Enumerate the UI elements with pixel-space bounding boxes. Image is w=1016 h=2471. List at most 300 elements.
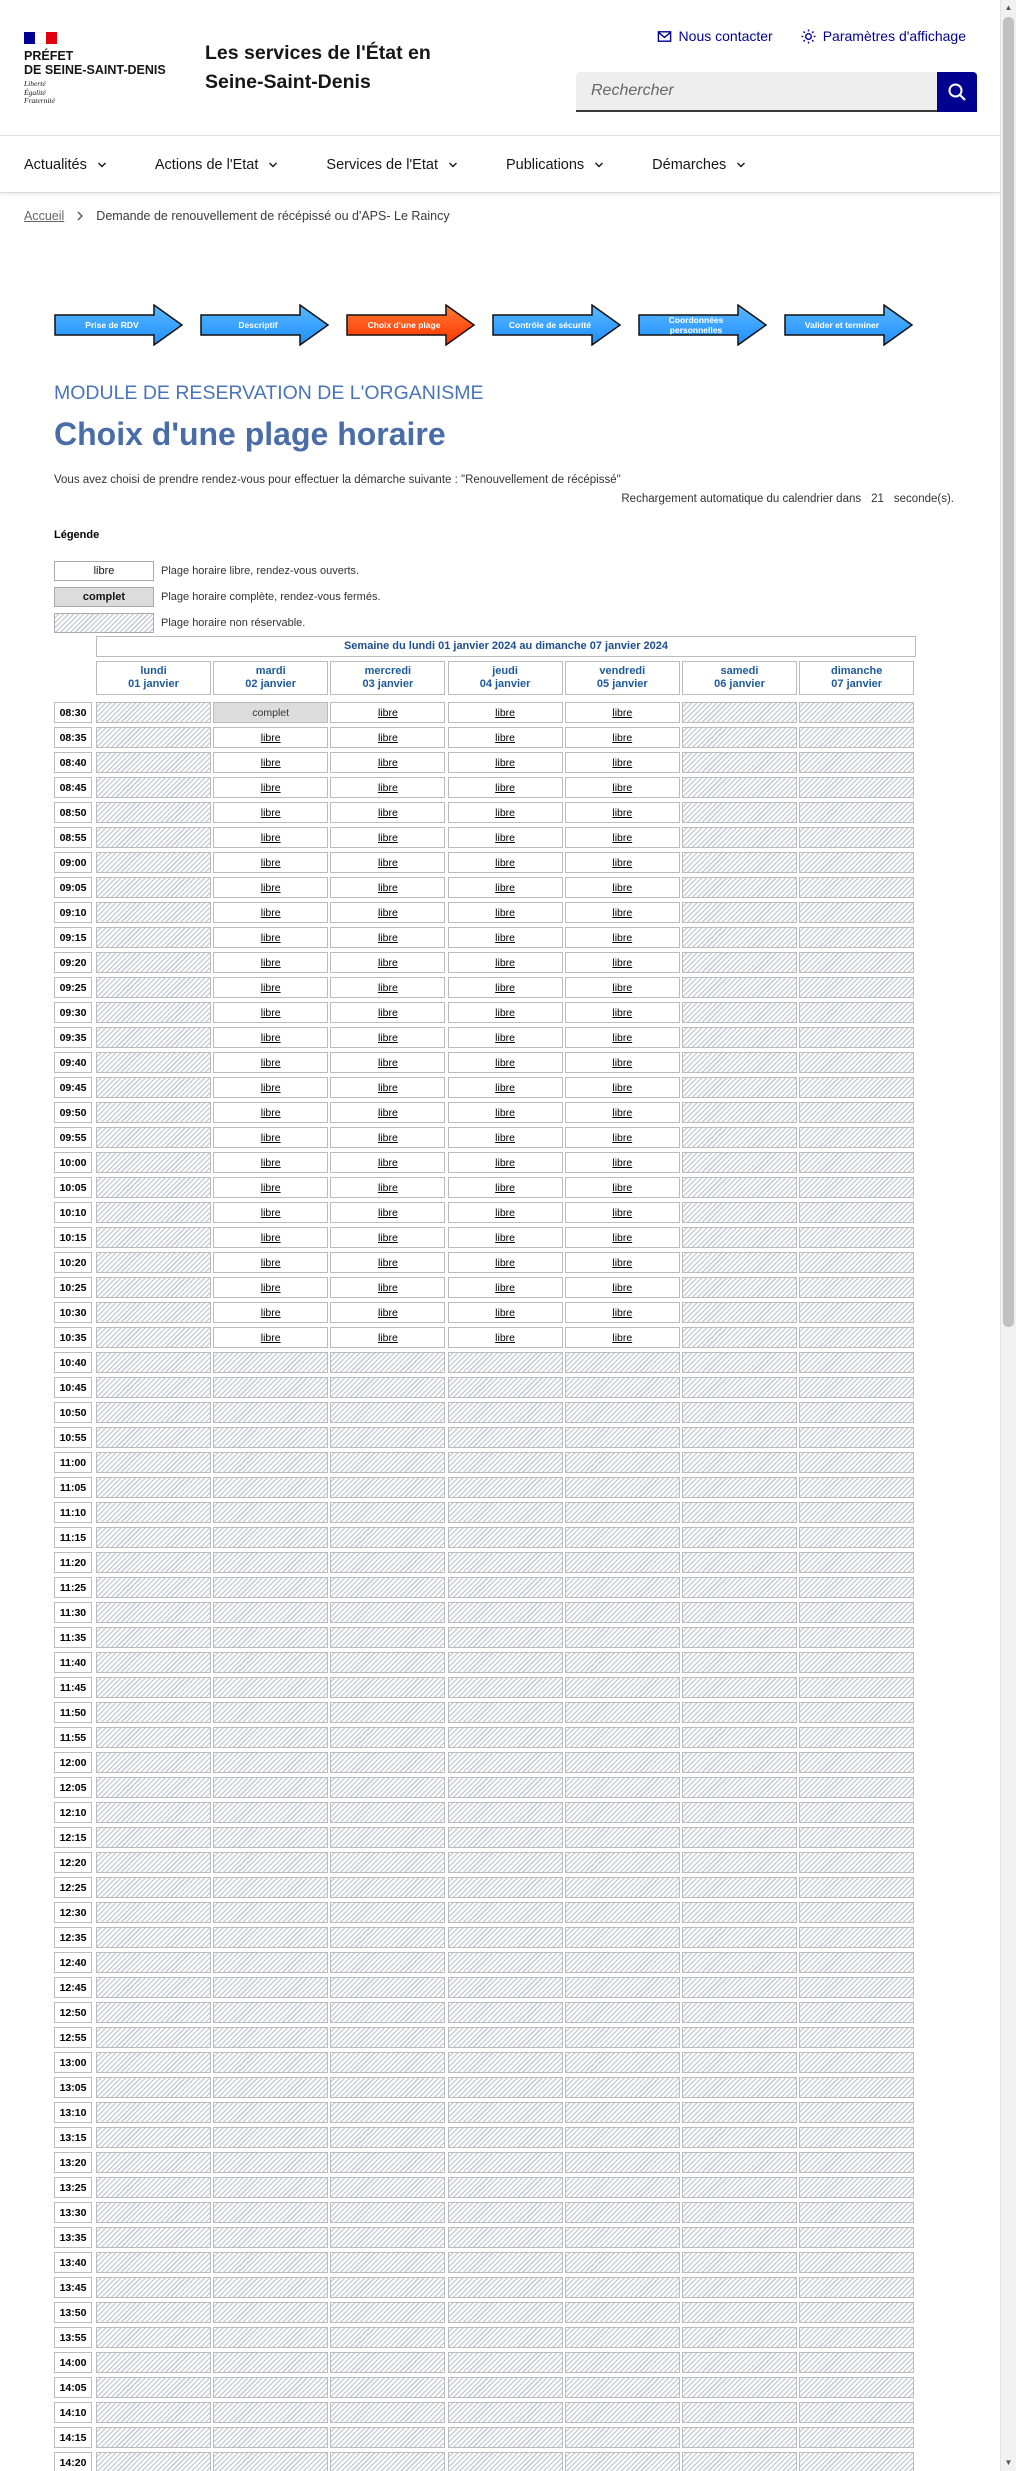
time-slot-na <box>96 2102 211 2123</box>
time-slot-na <box>96 2002 211 2023</box>
time-slot-libre[interactable]: libre <box>213 1002 328 1023</box>
time-slot-libre[interactable]: libre <box>330 752 445 773</box>
time-slot-na <box>565 1802 680 1823</box>
time-slot-na <box>799 1327 914 1348</box>
time-slot-na <box>96 1052 211 1073</box>
time-slot-libre[interactable]: libre <box>448 1077 563 1098</box>
time-slot-na <box>330 2152 445 2173</box>
time-slot-libre[interactable]: libre <box>213 1227 328 1248</box>
time-slot-na <box>682 1502 797 1523</box>
time-slot-na <box>448 1652 563 1673</box>
time-slot-na <box>565 1502 680 1523</box>
time-slot-na <box>682 2327 797 2348</box>
time-slot-libre[interactable]: libre <box>565 852 680 873</box>
time-slot-na <box>96 1652 211 1673</box>
contact-link[interactable] <box>657 28 773 44</box>
time-slot-libre[interactable]: libre <box>448 777 563 798</box>
time-slot-libre[interactable]: libre <box>448 1252 563 1273</box>
time-slot-na <box>213 1627 328 1648</box>
time-slot-libre[interactable]: libre <box>565 952 680 973</box>
time-slot-na <box>682 1802 797 1823</box>
time-label: 14:00 <box>54 2352 92 2373</box>
time-slot-libre[interactable]: libre <box>213 1102 328 1123</box>
prefet-logo[interactable] <box>24 32 166 106</box>
time-slot-na <box>213 1552 328 1573</box>
time-slot-na <box>799 1227 914 1248</box>
time-slot-libre[interactable]: libre <box>330 777 445 798</box>
time-label: 09:50 <box>54 1102 92 1123</box>
time-slot-libre[interactable]: libre <box>330 952 445 973</box>
search-button[interactable] <box>937 72 977 112</box>
time-slot-libre[interactable]: libre <box>330 852 445 873</box>
time-label: 13:15 <box>54 2127 92 2148</box>
time-slot-libre[interactable]: libre <box>448 1302 563 1323</box>
time-slot-libre[interactable]: libre <box>213 1252 328 1273</box>
time-slot-libre[interactable]: libre <box>330 727 445 748</box>
time-slot-na <box>448 1777 563 1798</box>
time-slot-libre[interactable]: libre <box>213 1202 328 1223</box>
time-slot-libre[interactable]: libre <box>448 1102 563 1123</box>
time-label: 14:10 <box>54 2402 92 2423</box>
time-slot-na <box>799 1577 914 1598</box>
time-label: 10:55 <box>54 1427 92 1448</box>
time-slot-libre[interactable]: libre <box>330 1227 445 1248</box>
time-slot-na <box>799 1802 914 1823</box>
time-slot-libre[interactable]: libre <box>448 727 563 748</box>
time-slot-libre[interactable]: libre <box>448 927 563 948</box>
time-slot-na <box>448 1627 563 1648</box>
time-slot-na <box>682 2452 797 2471</box>
time-slot-na <box>448 1802 563 1823</box>
time-slot-na <box>682 2177 797 2198</box>
time-slot-na <box>799 2027 914 2048</box>
time-slot-libre[interactable]: libre <box>330 877 445 898</box>
auto-reload-notice <box>621 493 954 505</box>
time-slot-na <box>448 1602 563 1623</box>
time-slot-libre[interactable]: libre <box>330 827 445 848</box>
time-slot-libre[interactable]: libre <box>565 1327 680 1348</box>
time-slot-na <box>96 2302 211 2323</box>
time-label: 11:05 <box>54 1477 92 1498</box>
time-slot-na <box>213 2127 328 2148</box>
time-slot-na <box>799 2077 914 2098</box>
time-slot-libre[interactable]: libre <box>565 802 680 823</box>
time-slot-libre[interactable]: libre <box>330 1052 445 1073</box>
time-slot-na <box>330 1727 445 1748</box>
time-slot-na <box>96 1127 211 1148</box>
time-slot-na <box>682 1527 797 1548</box>
time-slot-libre[interactable]: libre <box>565 1002 680 1023</box>
time-slot-na <box>330 1927 445 1948</box>
time-slot-libre[interactable]: libre <box>448 702 563 723</box>
time-slot-na <box>330 2327 445 2348</box>
time-slot-na <box>682 702 797 723</box>
time-slot-na <box>330 2002 445 2023</box>
time-slot-libre[interactable]: libre <box>448 1177 563 1198</box>
time-slot-libre[interactable]: libre <box>565 877 680 898</box>
time-slot-libre[interactable]: libre <box>565 777 680 798</box>
time-slot-na <box>330 2127 445 2148</box>
display-settings-link[interactable] <box>801 28 966 44</box>
time-slot-na <box>799 2377 914 2398</box>
time-label: 12:10 <box>54 1802 92 1823</box>
time-slot-na <box>448 2202 563 2223</box>
breadcrumb-home-link[interactable]: Accueil <box>24 209 65 223</box>
time-slot-libre[interactable]: libre <box>213 877 328 898</box>
legend-description: Plage horaire non réservable. <box>161 617 306 629</box>
time-slot-libre[interactable]: libre <box>448 1227 563 1248</box>
time-slot-na <box>682 1102 797 1123</box>
time-slot-libre[interactable]: libre <box>213 1127 328 1148</box>
day-name: samedi <box>720 665 759 677</box>
time-label: 13:50 <box>54 2302 92 2323</box>
time-slot-libre[interactable]: libre <box>565 752 680 773</box>
time-slot-na <box>96 1952 211 1973</box>
time-slot-na <box>213 1677 328 1698</box>
scroll-down-arrow-icon[interactable]: ▼ <box>1004 2458 1013 2467</box>
time-label: 13:45 <box>54 2277 92 2298</box>
time-slot-na <box>448 2327 563 2348</box>
mail-icon <box>657 29 672 44</box>
time-label: 10:15 <box>54 1227 92 1248</box>
time-slot-libre[interactable]: libre <box>448 827 563 848</box>
time-slot-na <box>565 1602 680 1623</box>
time-slot-libre[interactable]: libre <box>330 1202 445 1223</box>
page-scrollbar[interactable] <box>1000 0 1016 2471</box>
time-slot-na <box>682 1302 797 1323</box>
time-slot-na <box>448 1427 563 1448</box>
time-slot-na <box>565 2002 680 2023</box>
time-slot-na <box>448 2152 563 2173</box>
time-slot-libre[interactable]: libre <box>330 1327 445 1348</box>
time-slot-libre[interactable]: libre <box>213 1052 328 1073</box>
time-slot-na <box>682 977 797 998</box>
time-slot-na <box>799 1127 914 1148</box>
scrollbar-thumb[interactable] <box>1003 17 1014 1327</box>
day-name: mercredi <box>364 665 412 677</box>
time-slot-libre[interactable]: libre <box>448 1027 563 1048</box>
time-slot-libre[interactable]: libre <box>213 927 328 948</box>
time-slot-libre[interactable]: libre <box>330 1252 445 1273</box>
time-slot-libre[interactable]: libre <box>330 1152 445 1173</box>
day-name: jeudi <box>492 665 518 677</box>
time-slot-na <box>799 1702 914 1723</box>
time-label: 10:05 <box>54 1177 92 1198</box>
time-slot-na <box>213 2352 328 2373</box>
time-slot-libre[interactable]: libre <box>330 1277 445 1298</box>
time-slot-libre[interactable]: libre <box>565 1102 680 1123</box>
time-label: 11:45 <box>54 1677 92 1698</box>
time-label: 14:05 <box>54 2377 92 2398</box>
time-slot-na <box>682 1702 797 1723</box>
time-slot-libre[interactable]: libre <box>565 927 680 948</box>
time-slot-libre[interactable]: libre <box>448 802 563 823</box>
time-slot-libre[interactable]: libre <box>213 1152 328 1173</box>
time-slot-libre[interactable]: libre <box>448 1052 563 1073</box>
time-slot-libre[interactable]: libre <box>330 1177 445 1198</box>
time-slot-na <box>682 877 797 898</box>
time-slot-na <box>682 927 797 948</box>
time-slot-libre[interactable]: libre <box>565 1027 680 1048</box>
time-slot-na <box>565 1952 680 1973</box>
time-label: 10:40 <box>54 1352 92 1373</box>
time-slot-libre[interactable]: libre <box>213 802 328 823</box>
time-slot-na <box>96 2327 211 2348</box>
time-slot-na <box>799 977 914 998</box>
time-slot-libre[interactable]: libre <box>565 827 680 848</box>
time-slot-libre[interactable]: libre <box>330 1127 445 1148</box>
motto-fraternite: Fraternité <box>24 96 55 105</box>
time-slot-libre[interactable]: libre <box>330 977 445 998</box>
site-title[interactable]: Les services de l'État en Seine-Saint-Denis <box>205 42 431 93</box>
time-slot-na <box>96 1152 211 1173</box>
time-slot-libre[interactable]: libre <box>213 1177 328 1198</box>
time-label: 09:10 <box>54 902 92 923</box>
time-slot-na <box>565 1677 680 1698</box>
time-slot-na <box>799 2352 914 2373</box>
time-slot-na <box>96 1327 211 1348</box>
time-slot-libre[interactable]: libre <box>213 1327 328 1348</box>
time-slot-na <box>799 1202 914 1223</box>
time-slot-na <box>565 2052 680 2073</box>
step-0 <box>54 304 184 346</box>
time-slot-libre[interactable]: libre <box>448 952 563 973</box>
nav-item-3[interactable] <box>506 137 604 193</box>
time-slot-na <box>213 2102 328 2123</box>
time-slot-na <box>96 1627 211 1648</box>
time-slot-libre[interactable]: libre <box>565 902 680 923</box>
time-slot-libre[interactable]: libre <box>448 1127 563 1148</box>
time-slot-na <box>96 1877 211 1898</box>
time-slot-na <box>330 1677 445 1698</box>
time-slot-na <box>799 1252 914 1273</box>
time-slot-na <box>96 1527 211 1548</box>
nav-item-0[interactable] <box>24 137 107 193</box>
time-slot-na <box>330 1652 445 1673</box>
time-slot-libre[interactable]: libre <box>448 1202 563 1223</box>
time-slot-libre[interactable]: libre <box>213 1027 328 1048</box>
time-slot-na <box>799 2252 914 2273</box>
time-slot-libre[interactable]: libre <box>565 1052 680 1073</box>
time-slot-na <box>799 2277 914 2298</box>
time-label: 13:10 <box>54 2102 92 2123</box>
time-slot-libre[interactable]: libre <box>330 1002 445 1023</box>
chevron-down-icon <box>448 160 458 170</box>
time-slot-na <box>565 1877 680 1898</box>
motto-egalite: Égalité <box>24 87 46 97</box>
time-slot-na <box>330 1502 445 1523</box>
time-label: 11:10 <box>54 1502 92 1523</box>
time-slot-na <box>799 1502 914 1523</box>
time-label: 09:25 <box>54 977 92 998</box>
time-label: 08:45 <box>54 777 92 798</box>
time-slot-libre[interactable]: libre <box>213 752 328 773</box>
time-slot-na <box>448 1927 563 1948</box>
time-slot-na <box>213 2052 328 2073</box>
time-slot-na <box>682 1352 797 1373</box>
time-slot-na <box>330 1377 445 1398</box>
time-label: 12:00 <box>54 1752 92 1773</box>
time-slot-na <box>682 2027 797 2048</box>
time-slot-libre[interactable]: libre <box>330 702 445 723</box>
time-slot-na <box>799 1302 914 1323</box>
time-slot-na <box>682 1377 797 1398</box>
time-slot-na <box>565 1752 680 1773</box>
time-label: 13:35 <box>54 2227 92 2248</box>
time-slot-libre[interactable]: libre <box>213 952 328 973</box>
time-slot-na <box>213 2077 328 2098</box>
time-slot-na <box>799 1377 914 1398</box>
time-slot-na <box>330 2352 445 2373</box>
time-slot-libre[interactable]: libre <box>213 827 328 848</box>
time-slot-na <box>330 1477 445 1498</box>
time-slot-libre[interactable]: libre <box>330 1077 445 1098</box>
time-slot-na <box>682 1227 797 1248</box>
time-slot-libre[interactable]: libre <box>330 902 445 923</box>
time-slot-libre[interactable]: libre <box>448 1327 563 1348</box>
time-slot-libre[interactable]: libre <box>213 902 328 923</box>
time-slot-libre[interactable]: libre <box>213 727 328 748</box>
time-slot-libre[interactable]: libre <box>448 977 563 998</box>
time-slot-na <box>799 1102 914 1123</box>
motto-liberte: Liberté <box>24 79 46 88</box>
time-slot-na <box>799 1427 914 1448</box>
day-header-vendredi <box>565 661 680 695</box>
time-label: 10:30 <box>54 1302 92 1323</box>
nav-item-2[interactable] <box>326 137 458 193</box>
nav-item-4[interactable] <box>652 137 746 193</box>
time-slot-na <box>682 1027 797 1048</box>
time-label: 10:35 <box>54 1327 92 1348</box>
time-slot-na <box>565 1927 680 1948</box>
time-slot-libre[interactable]: libre <box>448 1152 563 1173</box>
time-slot-na <box>565 2452 680 2471</box>
time-slot-libre[interactable]: libre <box>330 927 445 948</box>
time-label: 13:25 <box>54 2177 92 2198</box>
time-slot-na <box>330 1827 445 1848</box>
time-slot-libre[interactable]: libre <box>213 1277 328 1298</box>
time-label: 09:55 <box>54 1127 92 1148</box>
sun-icon <box>801 29 816 44</box>
time-slot-libre[interactable]: libre <box>565 1127 680 1148</box>
time-slot-na <box>96 1602 211 1623</box>
chevron-right-icon <box>76 211 84 221</box>
day-date: 05 janvier <box>596 678 648 690</box>
time-slot-libre[interactable]: libre <box>448 877 563 898</box>
time-slot-na <box>799 1752 914 1773</box>
breadcrumb-current: Demande de renouvellement de récépissé ou d'APS- Le Raincy <box>96 209 450 223</box>
time-slot-na <box>799 1827 914 1848</box>
time-slot-na <box>96 1902 211 1923</box>
time-slot-na <box>448 1727 563 1748</box>
time-slot-libre[interactable]: libre <box>565 1302 680 1323</box>
time-slot-libre[interactable]: libre <box>565 1177 680 1198</box>
time-slot-na <box>448 2402 563 2423</box>
time-slot-libre[interactable]: libre <box>330 1027 445 1048</box>
time-slot-na <box>213 2427 328 2448</box>
time-slot-libre[interactable]: libre <box>330 1102 445 1123</box>
step-2 <box>346 304 476 346</box>
time-slot-na <box>213 1352 328 1373</box>
time-slot-na <box>565 2077 680 2098</box>
time-slot-libre[interactable]: libre <box>565 1227 680 1248</box>
time-slot-na <box>682 2252 797 2273</box>
time-slot-libre[interactable]: libre <box>448 852 563 873</box>
time-slot-na <box>96 2227 211 2248</box>
time-label: 11:25 <box>54 1577 92 1598</box>
time-slot-na <box>799 2202 914 2223</box>
time-slot-na <box>96 1077 211 1098</box>
time-slot-libre[interactable]: libre <box>565 1277 680 1298</box>
time-label: 08:50 <box>54 802 92 823</box>
time-slot-na <box>799 1677 914 1698</box>
time-slot-libre[interactable]: libre <box>565 727 680 748</box>
time-slot-libre[interactable]: libre <box>213 777 328 798</box>
time-slot-libre[interactable]: libre <box>565 977 680 998</box>
time-slot-libre[interactable]: libre <box>448 1002 563 1023</box>
day-name: lundi <box>140 665 167 677</box>
time-slot-libre[interactable]: libre <box>330 1302 445 1323</box>
time-slot-na <box>448 1577 563 1598</box>
time-slot-libre[interactable]: libre <box>565 1252 680 1273</box>
time-slot-na <box>330 1777 445 1798</box>
time-slot-na <box>565 1527 680 1548</box>
time-slot-libre[interactable]: libre <box>448 902 563 923</box>
time-slot-na <box>213 2302 328 2323</box>
nav-item-1[interactable] <box>155 137 279 193</box>
time-slot-na <box>682 902 797 923</box>
time-slot-libre[interactable]: libre <box>330 802 445 823</box>
time-slot-libre[interactable]: libre <box>565 1202 680 1223</box>
time-slot-na <box>330 1877 445 1898</box>
time-slot-na <box>565 1377 680 1398</box>
time-slot-na <box>565 1902 680 1923</box>
time-slot-libre[interactable]: libre <box>213 852 328 873</box>
time-slot-na <box>565 2202 680 2223</box>
time-slot-na <box>448 2277 563 2298</box>
time-slot-libre[interactable]: libre <box>448 752 563 773</box>
time-slot-libre[interactable]: libre <box>213 1077 328 1098</box>
time-slot-na <box>96 1352 211 1373</box>
time-slot-libre[interactable]: libre <box>213 977 328 998</box>
time-slot-na <box>96 2452 211 2471</box>
time-slot-na <box>330 2252 445 2273</box>
day-header-jeudi <box>448 661 563 695</box>
time-slot-na <box>682 1002 797 1023</box>
time-slot-libre[interactable]: libre <box>565 1152 680 1173</box>
time-slot-na <box>96 1202 211 1223</box>
time-slot-na <box>96 752 211 773</box>
time-slot-na <box>213 2027 328 2048</box>
time-slot-na <box>330 1852 445 1873</box>
time-slot-libre[interactable]: libre <box>565 1077 680 1098</box>
time-slot-na <box>448 1902 563 1923</box>
time-label: 11:00 <box>54 1452 92 1473</box>
time-slot-libre[interactable]: libre <box>565 702 680 723</box>
time-slot-na <box>96 1452 211 1473</box>
time-slot-na <box>213 1502 328 1523</box>
scroll-up-arrow-icon[interactable]: ▲ <box>1004 3 1013 12</box>
time-slot-na <box>96 1227 211 1248</box>
time-slot-na <box>682 1652 797 1673</box>
search-input[interactable] <box>576 72 937 112</box>
time-slot-libre[interactable]: libre <box>448 1277 563 1298</box>
time-slot-na <box>96 1502 211 1523</box>
time-label: 11:55 <box>54 1727 92 1748</box>
time-slot-na <box>330 1752 445 1773</box>
time-slot-libre[interactable]: libre <box>213 1302 328 1323</box>
time-label: 11:30 <box>54 1602 92 1623</box>
